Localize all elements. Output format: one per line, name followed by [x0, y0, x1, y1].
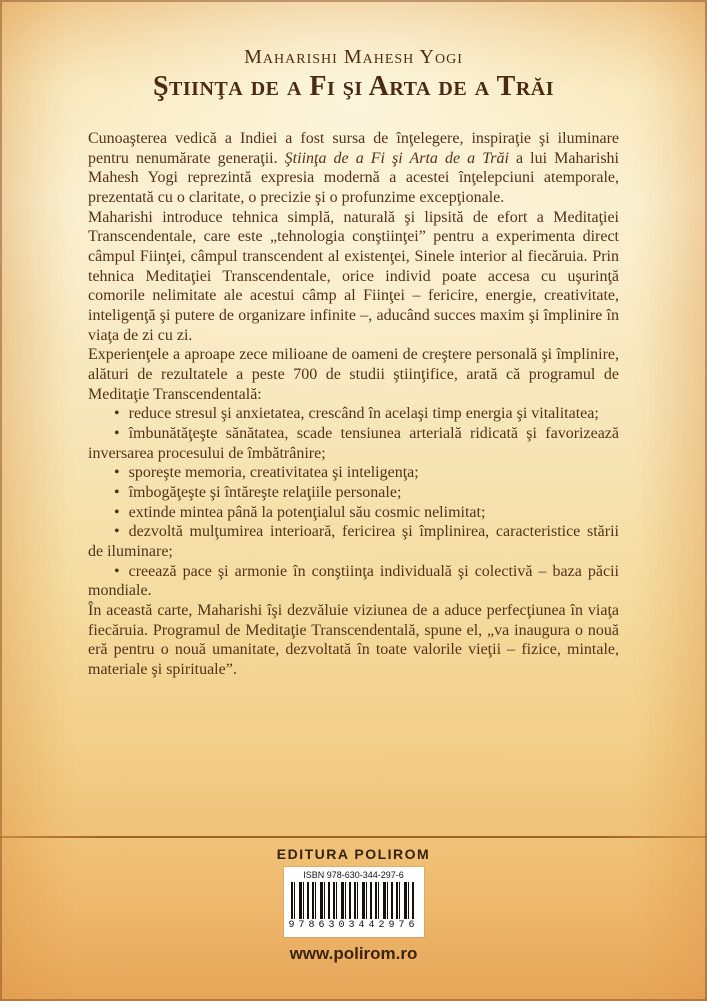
- bullet-text: dezvoltă mulţumirea interioară, fericirea şi împlinirea, caracteristice stării de iluminare;: [88, 523, 619, 561]
- bullet-marker: •: [114, 405, 120, 423]
- bullet-item: [88, 562, 619, 601]
- publisher-name: EDITURA POLIROM: [276, 846, 431, 862]
- bullet-text: extinde mintea până la potenţialul său cosmic nelimitat;: [128, 503, 486, 521]
- bullet-text: creează pace şi armonie în conştiinţa individuală şi colectivă – baza păcii mondiale.: [88, 562, 619, 600]
- paragraph-3: Experienţele a aproape zece milioane de oameni de creştere personală şi împlinire, alături de rezultatele a peste 700 de studii ştiinţifice, arată că programul de Meditaţie Transcendentală:: [88, 346, 619, 403]
- barcode-digits: 9786303442976: [288, 920, 419, 931]
- barcode-bars: [291, 882, 417, 919]
- paragraph-1-text: Cunoaşterea vedică a Indiei a fost sursa de înţelegere, inspiraţie şi iluminare pentru nenumărate generaţii.: [88, 130, 619, 167]
- bullet-item: [88, 522, 619, 561]
- publisher-website: www.polirom.ro: [289, 944, 418, 963]
- bullet-item: [88, 503, 619, 523]
- bullet-marker: •: [114, 503, 120, 521]
- bullet-item: [88, 404, 619, 424]
- bullet-marker: •: [114, 464, 120, 482]
- cover-body-text: [88, 129, 619, 680]
- bullet-marker: •: [114, 523, 120, 541]
- paragraph-4: În această carte, Maharishi îşi dezvăluie viziunea de a aduce perfecţiunea în viaţa fiecăruia. Programul de Meditaţie Transcendentală, spune el, „va inaugura o nouă eră pentru o nouă umanitate, dezvoltată în toate valorile vieţii – fizice, mintale, materiale şi spirituale”.: [88, 602, 619, 679]
- bullet-marker: •: [114, 425, 120, 443]
- bullet-text: îmbunătăţeşte sănătatea, scade tensiunea arterială ridicată şi favorizează inversarea procesului de îmbătrânire;: [88, 425, 619, 462]
- bullet-item: [88, 463, 619, 483]
- paragraph-2: Maharishi introduce tehnica simplă, naturală şi lipsită de efort a Meditaţiei Transcendentale, care este „tehnologia conştiinţei” pentru a experimenta direct câmpul Fiinţei, câmpul transcendent al existenţei, Sinele interior al fiecăruia. Prin tehnica Meditaţiei Transcendentale, orice individ poate accesa cu uşurinţă comorile nelimitate ale acestui câmp al Fiinţei – fericire, energie, creativitate, inteligenţă şi putere de organizare infinite –, aducând succes maxim şi împlinire în viaţa de zi cu zi.: [88, 208, 619, 344]
- paragraph-1: [88, 129, 619, 208]
- bullet-text: sporeşte memoria, creativitatea şi inteligenţa;: [128, 464, 419, 482]
- book-title: Ştiinţa de a Fi şi Arta de a Trăi: [152, 71, 554, 102]
- bullet-item: [88, 483, 619, 503]
- bullet-marker: •: [114, 484, 120, 502]
- paragraph-1-text-cont: a lui Maharishi Mahesh Yogi reprezintă expresia modernă a acestei înţelepciuni atemporale, prezentată cu o claritate, o precizie şi o profunzime excepţionale.: [88, 149, 620, 207]
- author-name: Maharishi Mahesh Yogi: [244, 46, 463, 68]
- bullet-text: îmbogăţeşte şi întăreşte relaţiile personale;: [128, 484, 402, 502]
- isbn-label: ISBN 978-630-344-297-6: [303, 870, 404, 880]
- footer-divider-line: [0, 836, 707, 838]
- isbn-barcode: [284, 867, 424, 937]
- bullet-text: reduce stresul şi anxietatea, crescând în acelaşi timp energia şi vitalitatea;: [128, 405, 599, 423]
- cover-text-column: [88, 46, 619, 680]
- bullet-item: [88, 424, 619, 463]
- bullet-marker: •: [114, 562, 120, 580]
- paragraph-1-italic-title: Ştiinţa de a Fi şi Arta de a Trăi: [284, 149, 509, 167]
